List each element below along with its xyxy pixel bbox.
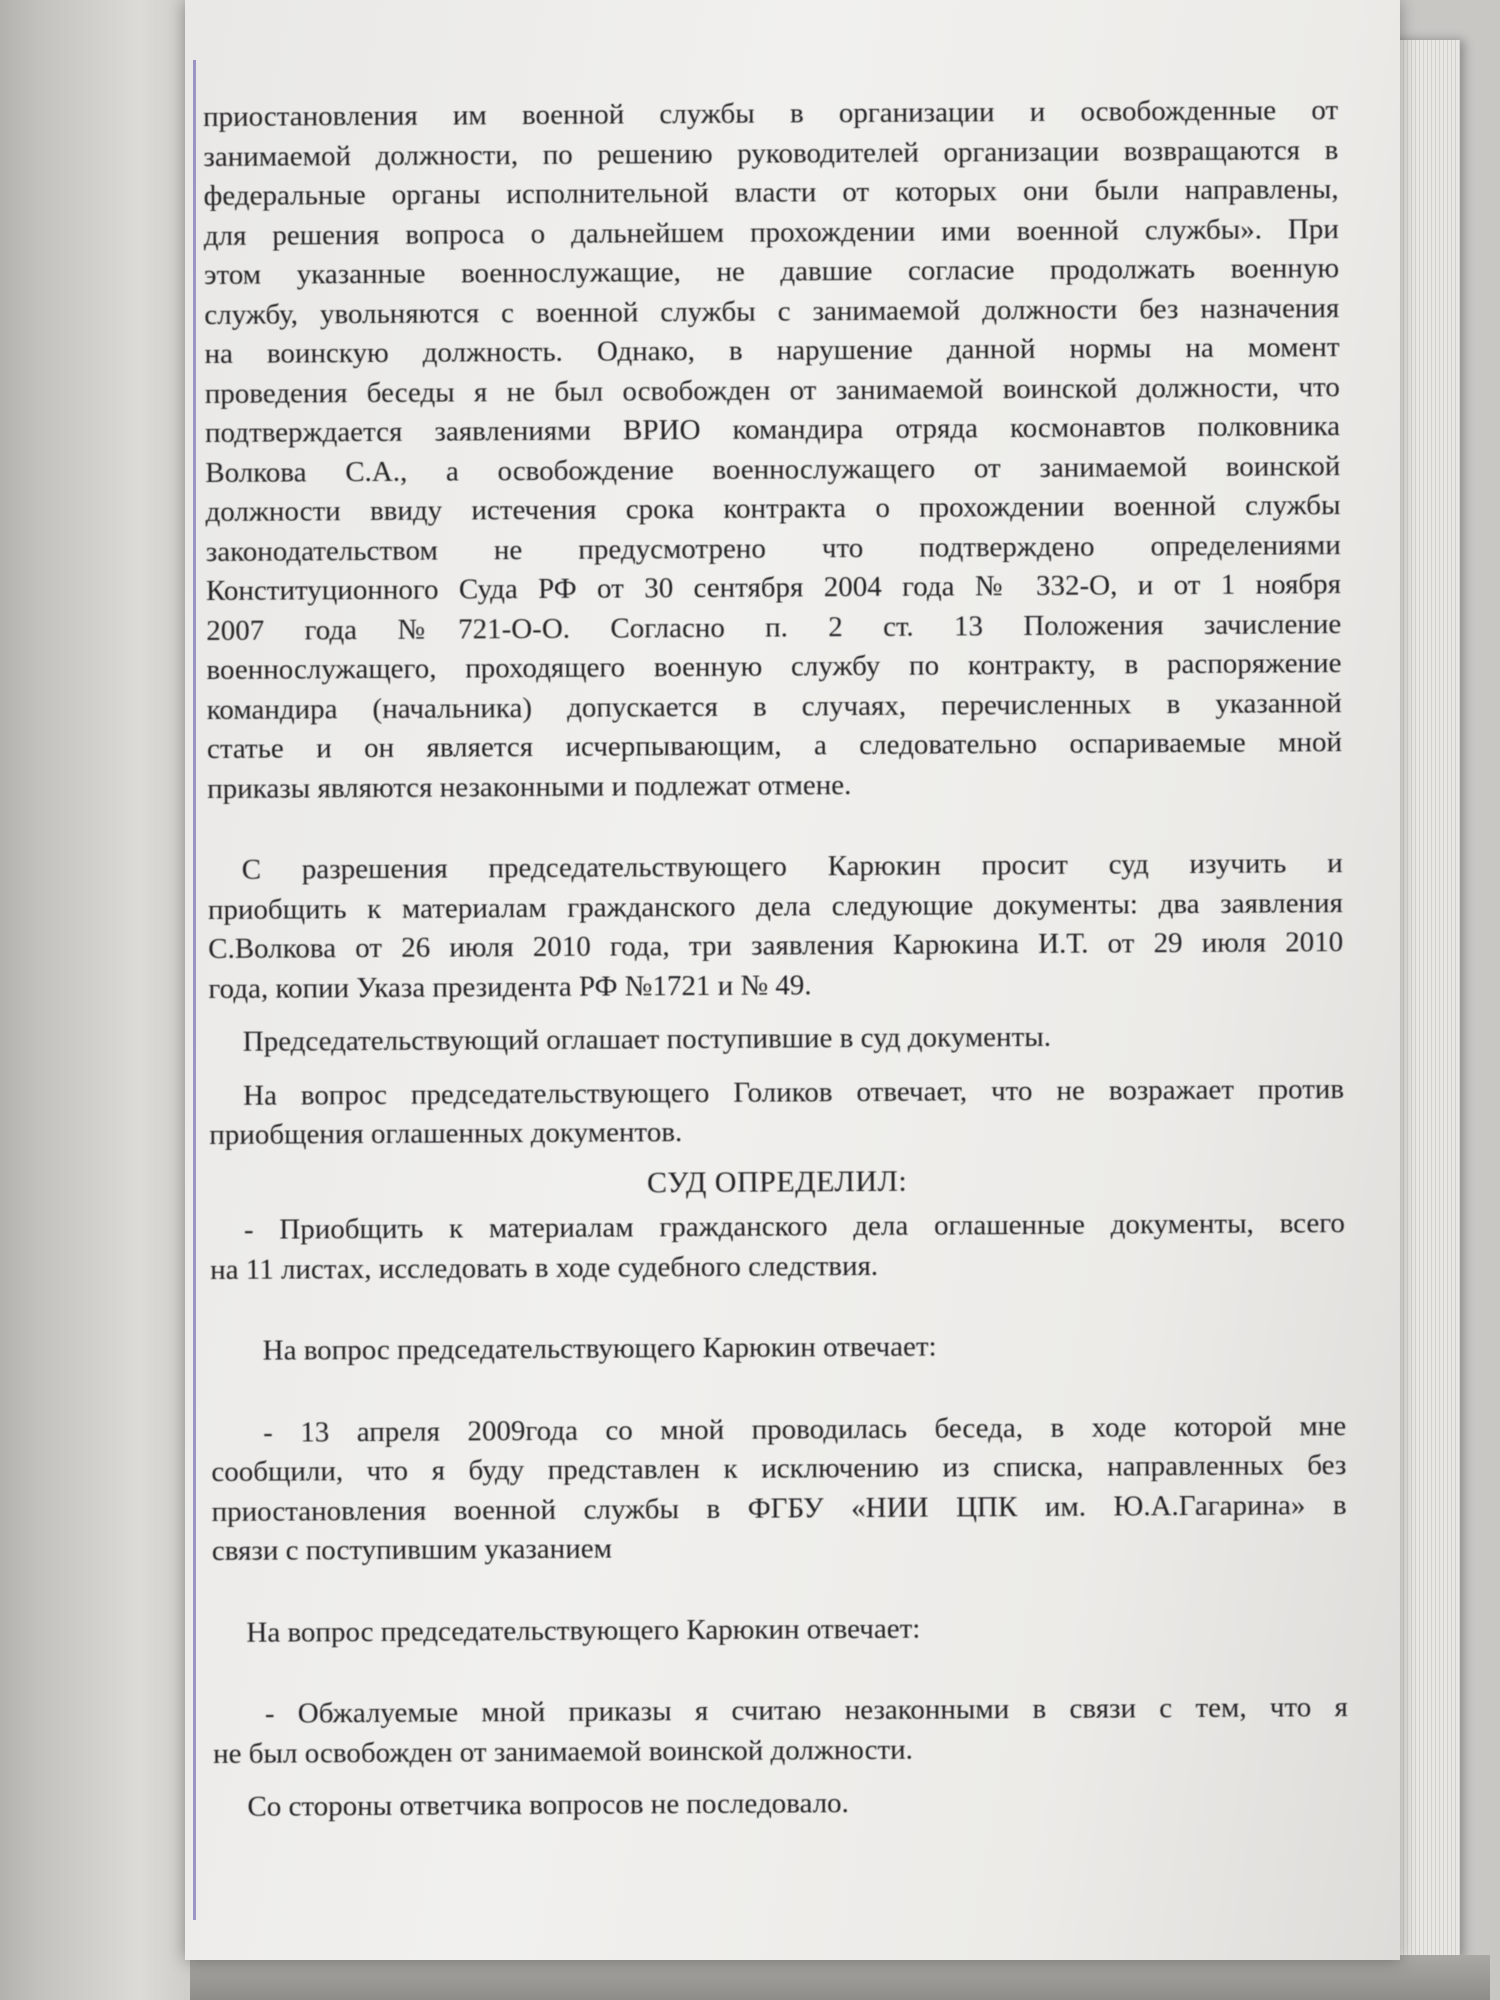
court-ruling-heading: СУД ОПРЕДЕЛИЛ: <box>646 1164 908 1199</box>
text-line: 2007 года №721-О-О. Согласно п. 2 ст. 13 Положения зачисление <box>206 607 1342 647</box>
text-line: Председательствующий оглашает поступившие в суд документы. <box>242 1020 1052 1058</box>
text-line: военнослужащего, проходящего военную службу по контракту, в распоряжение <box>206 647 1342 686</box>
text-line: занимаемой должности, по решению руководителей организации возвращаются в <box>203 133 1339 173</box>
text-line: - Обжалуемые мной приказы я считаю незаконными в связи с тем, что я <box>264 1691 1348 1730</box>
text-line: Конституционного Суда РФ от 30 сентября 2004 года № 332-О, и от 1 ноября <box>205 568 1342 607</box>
text-line: федеральные органы исполнительной власти от которых они были направлены, <box>203 173 1339 212</box>
document-text <box>203 91 1349 1827</box>
text-line: статье и он является исчерпывающим, а следовательно оспариваемые мной <box>206 726 1343 765</box>
text-line: Волкова С.А., а освобождение военнослужащего от занимаемой воинской <box>205 449 1341 489</box>
text-line: на воинскую должность. Однако, в нарушение данной нормы на момент <box>204 331 1340 370</box>
left-page-edge <box>0 0 190 2000</box>
text-line: для решения вопроса о дальнейшем прохождении ими военной службы». При <box>203 212 1339 252</box>
binding-margin-line <box>193 60 196 1920</box>
text-line: службу, увольняются с военной службы с занимаемой должности без назначения <box>204 291 1340 331</box>
text-line: года, копии Указа президента РФ №1721 и № 49. <box>208 968 812 1005</box>
text-line: С разрешения председательствующего Карюкин просит суд изучить и <box>241 847 1343 886</box>
text-line: С.Волкова от 26 июля 2010 года, три заявления Карюкина И.Т. от 29 июля 2010 <box>208 926 1344 965</box>
text-line: не был освобожден от занимаемой воинской должности. <box>213 1733 914 1770</box>
desk-shadow <box>190 1955 1490 2000</box>
text-line: законодательством не предусмотрено что подтверждено определениями <box>205 528 1341 568</box>
text-line: связи с поступившим указанием <box>211 1532 613 1567</box>
text-line: сообщили, что я буду представлен к исключению из списка, направленных без <box>211 1449 1347 1488</box>
text-line: этом указанные военнослужащие, не давшие согласие продолжать военную <box>203 252 1340 291</box>
text-line: должности ввиду истечения срока контракта о прохождении военной службы <box>205 489 1341 528</box>
text-line: подтверждается заявлениями ВРИО командира отряда космонавтов полковника <box>204 410 1341 449</box>
text-line: командира (начальника) допускается в случаях, перечисленных в указанной <box>206 686 1342 726</box>
text-line: приказы являются незаконными и подлежат отмене. <box>207 768 852 805</box>
document-page <box>185 0 1400 1960</box>
text-line: приобщить к материалам гражданского дела следующие документы: два заявления <box>207 886 1344 926</box>
text-line: приобщения оглашенных документов. <box>209 1116 683 1151</box>
text-line: На вопрос председательствующего Карюкин отвечает: <box>262 1330 937 1367</box>
text-line: проведения беседы я не был освобожден от занимаемой воинской должности, что <box>204 370 1340 410</box>
text-line: - 13 апреля 2009года со мной проводилась беседа, в ходе которой мне <box>263 1409 1347 1449</box>
text-line: На вопрос председательствующего Карюкин отвечает: <box>246 1612 921 1649</box>
text-line: на 11 листах, исследовать в ходе судебного следствия. <box>210 1249 879 1286</box>
text-line: - Приобщить к материалам гражданского дела оглашенные документы, всего <box>243 1207 1345 1246</box>
text-line: приостановления военной службы в ФГБУ «НИИ ЦПК им. Ю.А.Гагарина» в <box>211 1488 1347 1528</box>
text-line: Со стороны ответчика вопросов не последовало. <box>247 1787 849 1823</box>
text-line: приостановления им военной службы в организации и освобожденные от <box>203 94 1339 133</box>
text-line: На вопрос председательствующего Голиков отвечает, что не возражает против <box>242 1072 1345 1112</box>
